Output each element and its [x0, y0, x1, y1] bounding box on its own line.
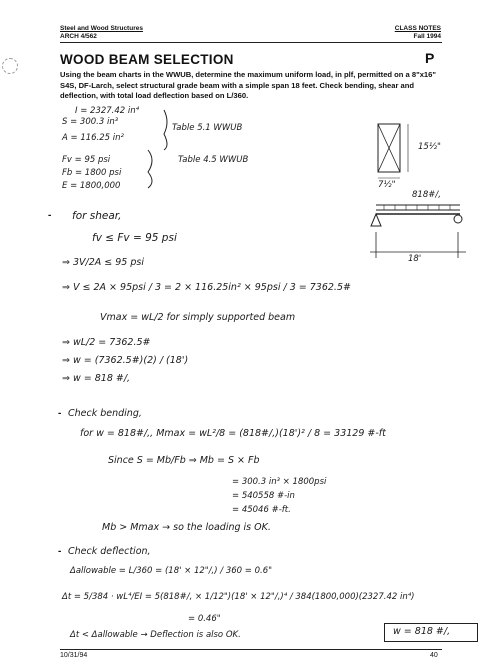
moment-of-inertia: I = 2327.42 in⁴ — [75, 106, 140, 116]
course-header — [60, 25, 143, 41]
bending-line-2: Since S = Mb/Fb ⇒ Mb = S × Fb — [108, 455, 260, 466]
header-rule — [60, 42, 442, 43]
bullet-shear: - — [48, 210, 52, 221]
table-ref-2: Table 4.5 WWUB — [178, 155, 249, 165]
course-name: Steel and Wood Structures — [60, 25, 143, 32]
punch-hole — [2, 58, 18, 74]
footer-date: 10/31/94 — [60, 652, 88, 659]
term-label: Fall 1994 — [413, 33, 441, 40]
allowable-bending: Fb = 1800 psi — [62, 168, 122, 178]
answer-value: w = 818 #/, — [393, 626, 451, 637]
shear-line-7: ⇒ w = 818 #/, — [62, 373, 131, 384]
table-ref-1: Table 5.1 WWUB — [172, 123, 243, 133]
shear-line-2: ⇒ 3V/2A ≤ 95 psi — [62, 257, 144, 268]
deflection-heading: Check deflection, — [68, 546, 151, 557]
span-label: 18' — [408, 254, 422, 264]
bullet-deflection: - — [58, 546, 62, 557]
deflection-line-3: = 0.46" — [188, 614, 221, 624]
load-label: 818#/, — [412, 190, 441, 200]
bending-line-1: for w = 818#/,, Mmax = wL²/8 = (818#/,)(18')² / 8 = 33129 #-ft — [80, 428, 386, 439]
shear-heading: for shear, — [72, 210, 122, 222]
footer-page-number: 40 — [430, 652, 438, 659]
answer-box — [384, 623, 478, 642]
problem-statement: Using the beam charts in the WWUB, determine the maximum uniform load, in plf, permitted on a 8"x16" S4S, DF-Larch, select structural grade beam with a simple span 18 feet. Check bending, shear and deflection, with total load deflection based on L/360. — [60, 70, 436, 100]
allowable-shear: Fv = 95 psi — [62, 155, 111, 165]
section-width-label: 7½" — [378, 180, 396, 190]
shear-line-3: ⇒ V ≤ 2A × 95psi / 3 = 2 × 116.25in² × 95psi / 3 = 7362.5# — [62, 282, 351, 293]
shear-line-1: fv ≤ Fv = 95 psi — [92, 232, 177, 244]
modulus-of-elasticity: E = 1800,000 — [62, 181, 121, 191]
notes-header — [395, 25, 441, 41]
class-notes-label: CLASS NOTES — [394, 25, 441, 32]
shear-line-4: Vmax = wL/2 for simply supported beam — [100, 312, 296, 323]
bending-line-3: = 300.3 in³ × 1800psi — [232, 477, 327, 487]
footer-rule — [60, 649, 442, 650]
section-modulus: S = 300.3 in³ — [62, 117, 119, 127]
course-code: ARCH 4/562 — [60, 33, 97, 40]
deflection-line-1: Δallowable = L/360 = (18' × 12"/,) / 360 = 0.6" — [70, 566, 273, 576]
bending-line-5: = 45046 #-ft. — [232, 505, 291, 515]
deflection-line-4: Δt < Δallowable → Deflection is also OK. — [70, 630, 241, 640]
page-title: WOOD BEAM SELECTION — [60, 52, 234, 67]
page-mark: P — [425, 50, 435, 66]
deflection-line-2: Δt = 5/384 · wL⁴/EI = 5(818#/, × 1/12")(18' × 12"/,)⁴ / 384(1800,000)(2327.42 in⁴) — [62, 592, 415, 602]
section-depth-label: 15½" — [418, 142, 441, 152]
shear-line-6: ⇒ w = (7362.5#)(2) / (18') — [62, 355, 189, 366]
bending-line-6: Mb > Mmax → so the loading is OK. — [102, 522, 271, 533]
bullet-bending: - — [58, 408, 62, 419]
bending-heading: Check bending, — [68, 408, 142, 419]
bending-line-4: = 540558 #-in — [232, 491, 295, 501]
area: A = 116.25 in² — [62, 133, 124, 143]
shear-line-5: ⇒ wL/2 = 7362.5# — [62, 337, 151, 348]
